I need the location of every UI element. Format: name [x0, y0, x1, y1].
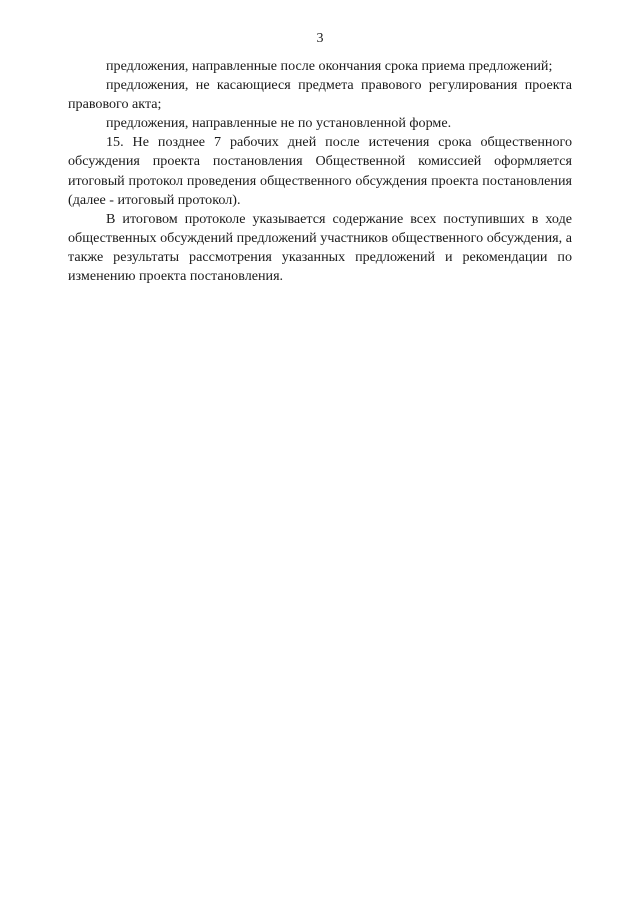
paragraph-final-protocol-content: В итоговом протоколе указывается содержание всех поступивших в ходе общественных обсуждений предложений участников общественного обсуждения, а также результаты рассмотрения указанных предложений и рекомендации по изменению проекта постановления.	[68, 210, 572, 285]
paragraph-item-15: 15. Не позднее 7 рабочих дней после истечения срока общественного обсуждения проекта постановления Общественной комиссией оформляется итоговый протокол проведения общественного обсуждения проекта постановления (далее - итоговый протокол).	[68, 134, 572, 208]
paragraph-late-proposals: предложения, направленные после окончания срока приема предложений;	[106, 58, 553, 74]
document-body	[68, 57, 572, 286]
page-number: 3	[316, 31, 324, 46]
paragraph-irrelevant-proposals: предложения, не касающиеся предмета правового регулирования проекта правового акта;	[68, 77, 572, 113]
paragraph-wrong-form-proposals: предложения, направленные не по установленной форме.	[106, 115, 452, 132]
